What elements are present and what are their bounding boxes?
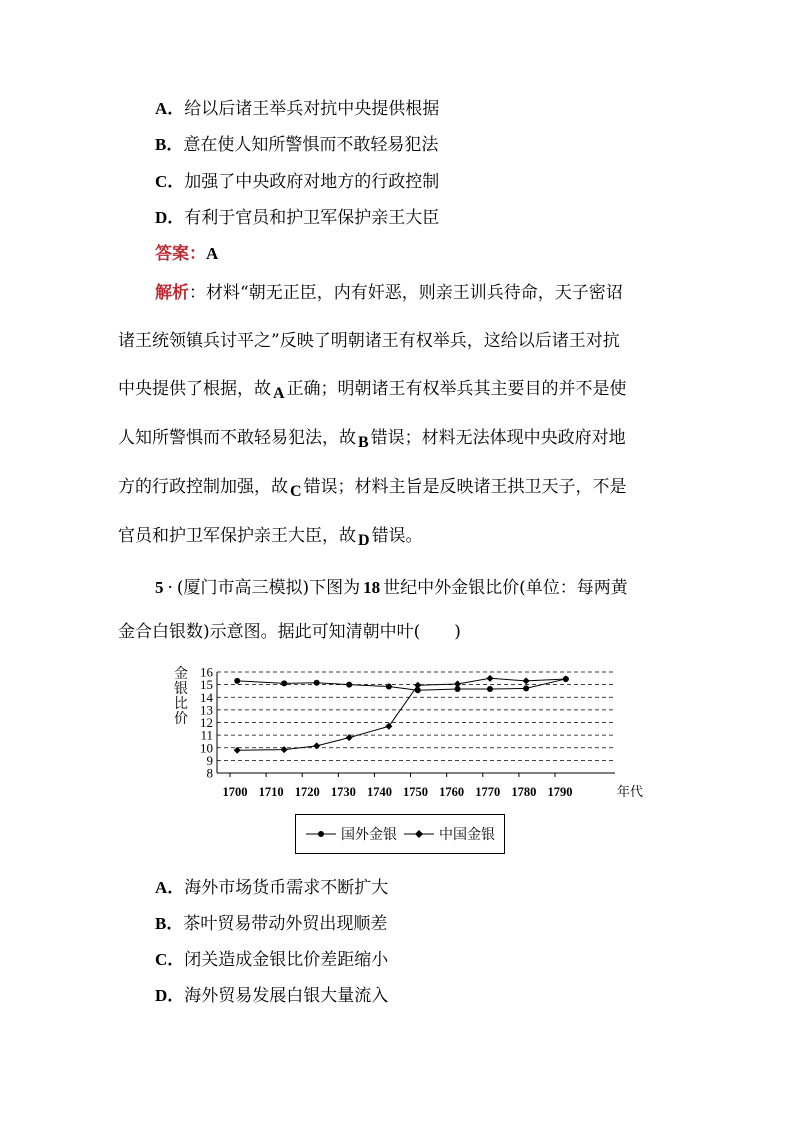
data-point-china bbox=[454, 680, 461, 687]
x-tick-label: 1770 bbox=[475, 785, 501, 799]
data-point-foreign bbox=[346, 682, 352, 688]
y-tick-label: 13 bbox=[200, 702, 213, 718]
data-point-china bbox=[313, 742, 320, 749]
legend-marker-china bbox=[415, 830, 423, 838]
question-text: (厦门市高三模拟)下图为 bbox=[176, 578, 361, 598]
legend-label-china: 中国金银 bbox=[439, 827, 495, 843]
analysis-line-2 bbox=[118, 331, 620, 351]
data-point-foreign bbox=[234, 678, 240, 684]
x-tick-label: 1730 bbox=[330, 785, 356, 799]
data-point-china bbox=[523, 677, 530, 684]
question-line-1 bbox=[155, 578, 628, 598]
option-a-q5 bbox=[155, 878, 388, 898]
data-point-foreign bbox=[281, 680, 287, 686]
y-tick-label: 8 bbox=[206, 765, 213, 781]
y-axis-label-char: 比 bbox=[174, 696, 188, 712]
legend-swatches bbox=[296, 815, 504, 853]
y-tick-label: 16 bbox=[200, 664, 213, 680]
analysis-text: ：材料“朝无正臣，内有奸恶，则亲王训兵待命，天子密诏 bbox=[189, 283, 623, 303]
question-text: 世纪中外金银比价(单位：每两黄 bbox=[383, 578, 628, 598]
option-ref: C bbox=[290, 483, 302, 500]
option-letter: D． bbox=[155, 986, 185, 1005]
option-ref: B bbox=[358, 434, 369, 451]
option-letter: A． bbox=[155, 99, 185, 118]
option-c bbox=[155, 172, 439, 192]
option-text: 加强了中央政府对地方的行政控制 bbox=[184, 172, 440, 192]
option-text: 闭关造成金银比价差距缩小 bbox=[184, 950, 389, 970]
option-text: 海外贸易发展白银大量流入 bbox=[184, 986, 389, 1006]
analysis-text: 人知所警惧而不敢轻易犯法，故 bbox=[118, 428, 356, 448]
y-tick-label: 15 bbox=[200, 677, 213, 693]
analysis-line-5 bbox=[118, 477, 627, 498]
data-point-china bbox=[385, 723, 392, 730]
analysis-text: 诸王统领镇兵讨平之”反映了明朝诸王有权举兵，这给以后诸王对抗 bbox=[118, 331, 620, 351]
y-tick-label: 10 bbox=[200, 740, 213, 756]
data-point-china bbox=[487, 675, 494, 682]
y-axis-label-char: 银 bbox=[174, 681, 188, 697]
option-letter: B． bbox=[155, 135, 184, 154]
data-point-china bbox=[562, 675, 569, 682]
y-tick-label: 14 bbox=[200, 689, 213, 705]
analysis-label: 解析 bbox=[155, 283, 189, 303]
analysis-text: 官员和护卫军保护亲王大臣，故 bbox=[118, 526, 356, 546]
option-c-q5 bbox=[155, 950, 388, 970]
option-text: 意在使人知所警惧而不敢轻易犯法 bbox=[183, 135, 439, 155]
legend-marker-foreign bbox=[318, 831, 324, 837]
option-letter: C． bbox=[155, 172, 185, 191]
analysis-line-4 bbox=[118, 428, 626, 449]
x-axis-label: 年代 bbox=[617, 785, 644, 800]
option-text: 有利于官员和护卫军保护亲王大臣 bbox=[184, 208, 440, 228]
option-letter: B． bbox=[155, 914, 184, 933]
y-axis-label-char: 价 bbox=[174, 711, 188, 727]
data-point-china bbox=[281, 746, 288, 753]
data-point-foreign bbox=[523, 685, 529, 691]
option-text: 给以后诸王举兵对抗中央提供根据 bbox=[184, 99, 440, 119]
series-line-2 bbox=[237, 678, 566, 750]
answer-value: A bbox=[206, 244, 219, 263]
legend-label-foreign: 国外金银 bbox=[341, 827, 397, 843]
data-point-foreign bbox=[314, 680, 320, 686]
analysis-text: 错误。 bbox=[371, 526, 423, 546]
question-line-2 bbox=[118, 622, 461, 642]
x-tick-label: 1720 bbox=[294, 785, 320, 799]
y-tick-label: 9 bbox=[206, 752, 213, 768]
analysis-text: 正确；明朝诸王有权举兵其主要目的并不是使 bbox=[286, 379, 627, 399]
option-text: 茶叶贸易带动外贸出现顺差 bbox=[183, 914, 388, 934]
data-point-china bbox=[414, 682, 421, 689]
question-century: 18 bbox=[363, 578, 381, 597]
analysis-line-6 bbox=[118, 526, 423, 547]
option-letter: C． bbox=[155, 950, 185, 969]
option-letter: D． bbox=[155, 208, 185, 227]
option-ref: A bbox=[273, 385, 285, 402]
x-tick-label: 1750 bbox=[403, 785, 429, 799]
option-d-q5 bbox=[155, 986, 388, 1006]
option-ref: D bbox=[358, 532, 370, 549]
analysis-text: 错误；材料无法体现中央政府对地 bbox=[370, 428, 626, 448]
gold-silver-ratio-chart bbox=[170, 660, 650, 810]
analysis-text: 错误；材料主旨是反映诸王拱卫天子，不是 bbox=[303, 477, 627, 497]
option-b-q5 bbox=[155, 914, 387, 934]
x-tick-label: 1790 bbox=[547, 785, 573, 799]
question-number: 5 bbox=[155, 578, 164, 597]
x-tick-label: 1760 bbox=[439, 785, 465, 799]
option-d bbox=[155, 208, 439, 228]
y-axis-label-char: 金 bbox=[174, 666, 188, 682]
option-text: 海外市场货币需求不断扩大 bbox=[184, 878, 389, 898]
analysis-line-3 bbox=[118, 379, 627, 400]
option-b bbox=[155, 135, 438, 155]
data-point-foreign bbox=[487, 686, 493, 692]
y-tick-label: 12 bbox=[200, 715, 213, 730]
option-a bbox=[155, 99, 439, 119]
chart-legend bbox=[295, 814, 505, 854]
x-tick-label: 1700 bbox=[222, 785, 248, 799]
option-letter: A． bbox=[155, 878, 185, 897]
question-dot: · bbox=[167, 578, 173, 598]
analysis-text: 方的行政控制加强，故 bbox=[118, 477, 288, 497]
analysis-line-1 bbox=[155, 283, 623, 303]
data-point-foreign bbox=[386, 684, 392, 690]
y-tick-label: 11 bbox=[200, 727, 213, 743]
x-tick-label: 1740 bbox=[366, 785, 392, 799]
x-tick-label: 1710 bbox=[258, 785, 284, 799]
answer-line bbox=[155, 244, 218, 264]
analysis-text: 中央提供了根据，故 bbox=[118, 379, 271, 399]
question-text: 金合白银数)示意图。据此可知清朝中叶( ) bbox=[118, 622, 461, 642]
answer-label: 答案： bbox=[155, 244, 206, 264]
x-tick-label: 1780 bbox=[511, 785, 537, 799]
